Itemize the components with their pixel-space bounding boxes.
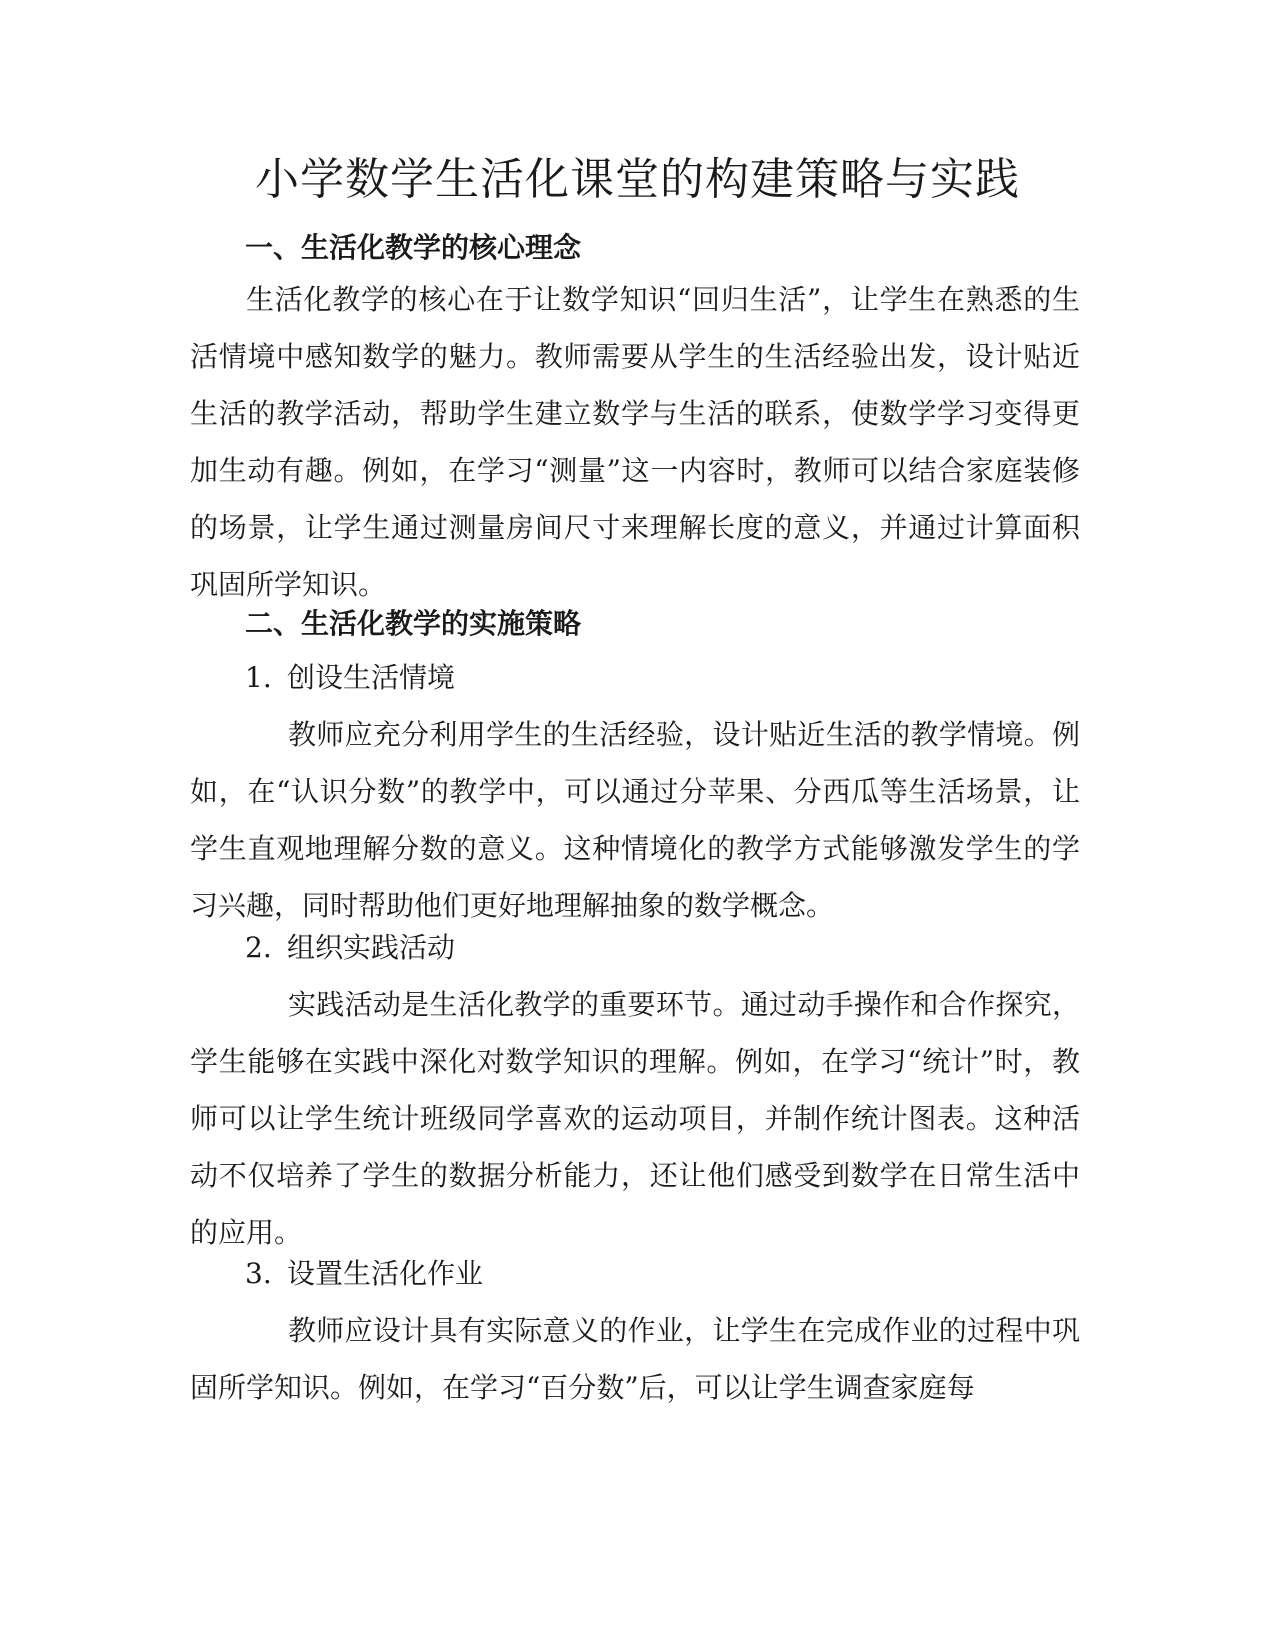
subsection-1-paragraph: 教师应充分利用学生的生活经验，设计贴近生活的教学情境。例如，在“认识分数”的教学中，可以通过分苹果、分西瓜等生活场景，让学生直观地理解分数的意义。这种情境化的教学方式能够激发学生的学习兴趣，同时帮助他们更好地理解抽象的数学概念。 <box>190 718 1080 922</box>
subsection-title-2: 组织实践活动 <box>287 931 456 964</box>
subsection-number-2: 2. <box>245 931 272 964</box>
subsection-title-3: 设置生活化作业 <box>287 1257 484 1290</box>
subsection-heading-2 <box>245 928 455 968</box>
subsection-heading-3 <box>245 1254 483 1294</box>
subsection-number-1: 1. <box>245 661 272 694</box>
section-heading-1: 一、生活化教学的核心理念 <box>245 231 582 264</box>
subsection-3-paragraph: 教师应设计具有实际意义的作业，让学生在完成作业的过程中巩固所学知识。例如，在学习“百分数”后，可以让学生调查家庭每 <box>190 1314 1080 1404</box>
document-title: 小学数学生活化课堂的构建策略与实践 <box>255 154 1020 205</box>
subsection-heading-1 <box>245 658 455 698</box>
section-heading-2: 二、生活化教学的实施策略 <box>245 607 582 640</box>
subsection-number-3: 3. <box>245 1257 272 1290</box>
subsection-2-paragraph: 实践活动是生活化教学的重要环节。通过动手操作和合作探究，学生能够在实践中深化对数学知识的理解。例如，在学习“统计”时，教师可以让学生统计班级同学喜欢的运动项目，并制作统计图表。这种活动不仅培养了学生的数据分析能力，还让他们感受到数学在日常生活中的应用。 <box>190 988 1080 1249</box>
section-1-paragraph: 生活化教学的核心在于让数学知识“回归生活”，让学生在熟悉的生活情境中感知数学的魅力。教师需要从学生的生活经验出发，设计贴近生活的教学活动，帮助学生建立数学与生活的联系，使数学学习变得更加生动有趣。例如，在学习“测量”这一内容时，教师可以结合家庭装修的场景，让学生通过测量房间尺寸来理解长度的意义，并通过计算面积巩固所学知识。 <box>190 283 1080 601</box>
subsection-title-1: 创设生活情境 <box>287 661 456 694</box>
